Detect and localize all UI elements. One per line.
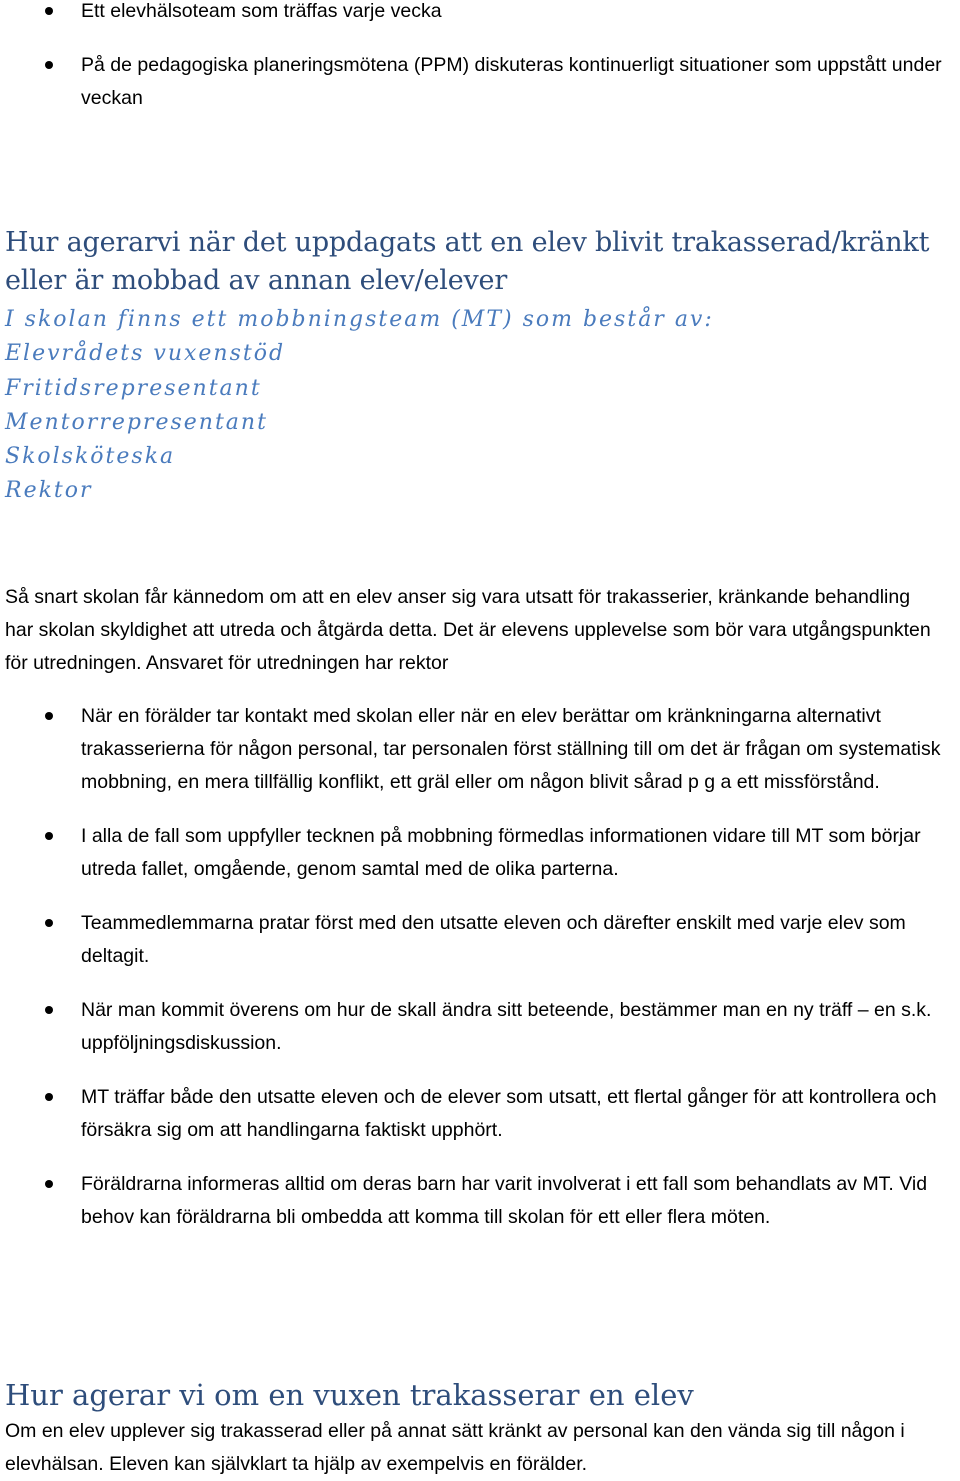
list-item <box>0 1081 960 1147</box>
list-item <box>0 49 960 115</box>
bullet-icon <box>45 712 53 720</box>
intro-bullet-list <box>0 0 960 136</box>
mobbningsteam-block <box>5 303 945 509</box>
list-item-text: När en förälder tar kontakt med skolan eller när en elev berättar om kränkningarna alternativt trakasserierna för någon personal, tar personalen först ställning till om det är frågan om systematisk mobbning, en mera tillfällig konflikt, ett gräl eller om någon blivit sårad p g a ett missförstånd. <box>81 705 941 793</box>
list-item-text: På de pedagogiska planeringsmötena (PPM) diskuteras kontinuerligt situationer som uppstått under veckan <box>81 54 942 109</box>
section-heading-adult-harassment: Hur agerar vi om en vuxen trakasserar en elev <box>5 1378 694 1412</box>
list-item-text: Teammedlemmarna pratar först med den utsatte eleven och därefter enskilt med varje elev som deltagit. <box>81 912 906 967</box>
list-item <box>0 820 960 886</box>
list-item-text: MT träffar både den utsatte eleven och de elever som utsatt, ett flertal gånger för att kontrollera och försäkra sig om att handlingarna faktiskt upphört. <box>81 1086 937 1141</box>
list-item <box>0 1168 960 1234</box>
team-member: Fritidsrepresentant <box>5 375 262 401</box>
list-item-text: När man kommit överens om hur de skall ändra sitt beteende, bestämmer man en ny träff – en s.k. uppföljningsdiskussion. <box>81 999 932 1054</box>
team-member: Mentorrepresentant <box>5 409 268 435</box>
list-item-text: I alla de fall som uppfyller tecknen på mobbning förmedlas informationen vidare till MT som börjar utreda fallet, omgående, genom samtal med de olika parterna. <box>81 825 921 880</box>
investigation-paragraph: Så snart skolan får kännedom om att en elev anser sig vara utsatt för trakasserier, kränkande behandling har skolan skyldighet att utreda och åtgärda detta. Det är elevens upplevelse som bör vara utgångspunkten för utredningen. Ansvaret för utredningen har rektor <box>5 586 931 674</box>
team-member: Skolsköteska <box>5 444 176 470</box>
bullet-icon <box>45 61 53 69</box>
bullet-icon <box>45 832 53 840</box>
procedure-bullet-list <box>0 700 960 1255</box>
list-item <box>0 700 960 799</box>
bullet-icon <box>45 919 53 927</box>
bullet-icon <box>45 1180 53 1188</box>
bullet-icon <box>45 7 53 15</box>
adult-harassment-paragraph: Om en elev upplever sig trakasserad eller på annat sätt kränkt av personal kan den vända sig till någon i elevhälsan. Eleven kan självklart ta hjälp av exempelvis en förälder. <box>5 1420 905 1475</box>
team-member: Rektor <box>5 478 93 504</box>
list-item <box>0 994 960 1060</box>
list-item-text: Föräldrarna informeras alltid om deras barn har varit involverat i ett fall som behandlats av MT. Vid behov kan föräldrarna bli ombedda att komma till skolan för ett eller flera möten. <box>81 1173 928 1228</box>
list-item-text: Ett elevhälsoteam som träffas varje vecka <box>81 0 442 22</box>
bullet-icon <box>45 1006 53 1014</box>
section-heading-student-harassment: Hur agerarvi när det uppdagats att en elev blivit trakasserad/kränkt eller är mobbad av annan elev/elever <box>5 227 930 296</box>
team-intro: I skolan finns ett mobbningsteam (MT) som består av: <box>5 307 714 332</box>
list-item <box>0 907 960 973</box>
bullet-icon <box>45 1093 53 1101</box>
list-item <box>0 0 960 28</box>
team-member: Elevrådets vuxenstöd <box>5 341 286 367</box>
